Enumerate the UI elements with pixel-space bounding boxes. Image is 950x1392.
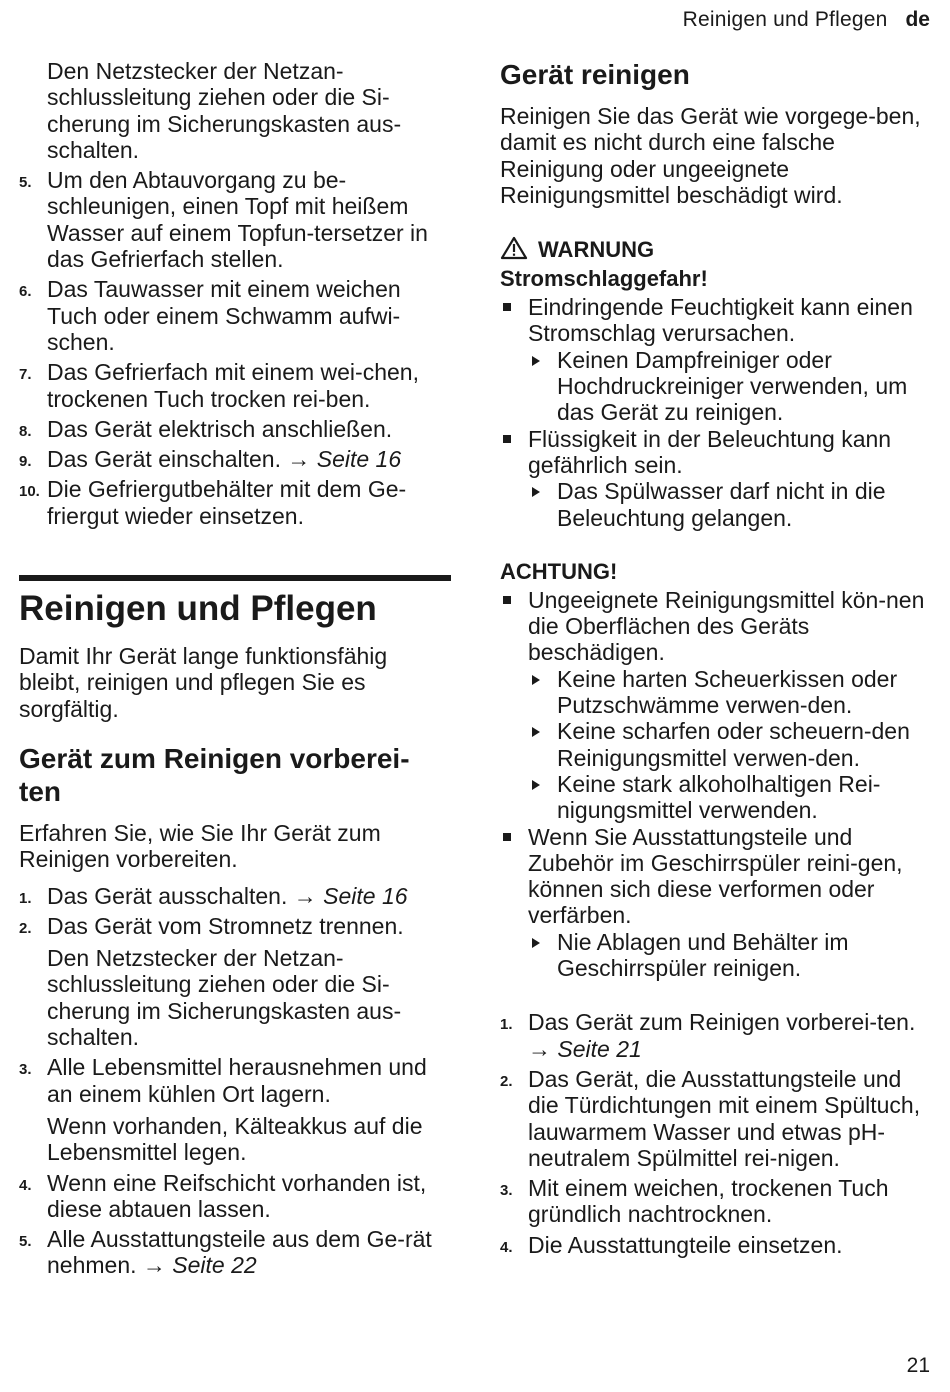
prep-step <box>19 1170 451 1223</box>
triangle-bullet-icon <box>532 675 540 685</box>
sub-heading: Gerät zum Reinigen vorberei-ten <box>19 742 410 807</box>
step-text: Das Gefrierfach mit einem wei-chen, trockenen Tuch trocken rei-ben. <box>47 359 419 412</box>
square-bullet-icon <box>503 435 511 443</box>
prep-step <box>19 883 451 909</box>
running-header <box>683 8 930 32</box>
prep-step-note: Den Netzstecker der Netzan-schlussleitung ziehen oder die Si-cherung im Sicherungskasten aus-schalten. <box>47 945 402 1051</box>
cleaning-heading: Gerät reinigen <box>500 59 690 90</box>
defrost-step <box>19 446 451 472</box>
step-number: 4. <box>500 1238 513 1256</box>
step-number: 2. <box>19 919 32 937</box>
sub-bullet-text: Keinen Dampfreiniger oder Hochdruckreiniger verwenden, um das Gerät zu reinigen. <box>557 346 908 426</box>
bullet-text: Ungeeignete Reinigungsmittel kön-nen die Oberflächen des Geräts beschädigen. <box>528 586 925 666</box>
caution-bullet <box>500 824 930 929</box>
page-ref-arrow: → <box>293 882 317 909</box>
sub-bullet-text: Das Spülwasser darf nicht in die Beleuchtung gelangen. <box>557 478 886 531</box>
header-section-title: Reinigen und Pflegen <box>682 8 888 31</box>
step-number: 1. <box>19 889 32 907</box>
defrost-step <box>19 476 451 529</box>
step-number: 3. <box>19 1061 32 1079</box>
cleaning-step <box>500 1009 930 1062</box>
triangle-bullet-icon <box>532 356 540 366</box>
step-text: Das Gerät ausschalten. <box>47 882 288 909</box>
page-reference-link[interactable]: Seite 16 <box>323 882 408 909</box>
warning-triangle-icon <box>500 236 528 266</box>
warning-label <box>500 236 930 266</box>
page-number: 21 <box>906 1354 930 1377</box>
step-number: 7. <box>19 366 32 384</box>
step-number: 3. <box>500 1182 513 1200</box>
step-number: 2. <box>500 1072 513 1090</box>
warning-sub-bullet <box>500 478 930 531</box>
step-text: Alle Lebensmittel herausnehmen und an einem kühlen Ort lagern. <box>47 1054 427 1107</box>
warning-bullet <box>500 294 930 347</box>
step-text: Das Gerät, die Ausstattungsteile und die Türdichtungen mit einem Spültuch, lauwarmem Wasser und etwas pH-neutralem Spülmittel rei-nigen. <box>528 1065 921 1171</box>
step-number: 5. <box>19 174 32 192</box>
cleaning-intro: Reinigen Sie das Gerät wie vorgege-ben, damit es nicht durch eine falsche Reinigung oder ungeeignete Reinigungsmittel beschädigt wird. <box>500 103 921 208</box>
step-text: Das Gerät elektrisch anschließen. <box>47 415 393 442</box>
page-reference-link[interactable]: Seite 22 <box>172 1252 257 1279</box>
sub-intro: Erfahren Sie, wie Sie Ihr Gerät zum Reinigen vorbereiten. <box>19 819 381 873</box>
step-text: Das Gerät einschalten. <box>47 446 281 473</box>
left-column <box>19 58 451 1283</box>
page-reference-link[interactable]: Seite 21 <box>557 1035 642 1062</box>
caution-bullet <box>500 587 930 666</box>
step-number: 10. <box>19 483 40 501</box>
warning-bullet <box>500 426 930 479</box>
step-text: Das Gerät vom Stromnetz trennen. <box>47 912 404 939</box>
step-text: Wenn eine Reifschicht vorhanden ist, diese abtauen lassen. <box>47 1169 427 1222</box>
step-text: Alle Ausstattungsteile aus dem Ge-rät nehmen. <box>47 1226 432 1279</box>
page-ref-arrow: → <box>287 446 311 473</box>
step-number: 9. <box>19 453 32 471</box>
caution-sub-bullet <box>500 666 930 719</box>
step-text: Um den Abtauvorgang zu be-schleunigen, einen Topf mit heißem Wasser auf einem Topfun-tersetzer in das Gefrierfach stellen. <box>47 167 428 273</box>
defrost-step <box>19 359 451 412</box>
cleaning-step <box>500 1066 930 1171</box>
step-4-continuation: Den Netzstecker der Netzan-schlussleitung ziehen oder die Si-cherung im Sicherungskasten aus-schalten. <box>47 58 402 163</box>
step-number: 6. <box>19 283 32 301</box>
main-heading: Reinigen und Pflegen <box>19 589 377 629</box>
page-reference-link[interactable]: Seite 16 <box>316 446 402 473</box>
step-number: 1. <box>500 1016 513 1034</box>
prep-step <box>19 1226 451 1279</box>
page-ref-arrow: → <box>528 1035 551 1062</box>
sub-bullet-text: Nie Ablagen und Behälter im Geschirrspüler reinigen. <box>557 928 849 982</box>
cleaning-step <box>500 1232 930 1258</box>
step-number: 4. <box>19 1176 32 1194</box>
section-divider <box>19 575 451 581</box>
main-intro: Damit Ihr Gerät lange funktionsfähig bleibt, reinigen und pflegen Sie es sorgfältig. <box>19 643 388 722</box>
caution-sub-bullet <box>500 718 930 771</box>
page-ref-arrow: → <box>142 1252 166 1279</box>
triangle-bullet-icon <box>532 938 540 948</box>
step-text: Die Ausstattungteile einsetzen. <box>528 1231 843 1258</box>
warning-title: Stromschlaggefahr! <box>500 266 708 292</box>
caution-sub-bullet <box>500 771 930 824</box>
sub-bullet-text: Keine harten Scheuerkissen oder Putzschwämme verwen-den. <box>557 665 898 719</box>
caution-label: ACHTUNG! <box>500 558 618 584</box>
caution-sub-bullet <box>500 929 930 982</box>
step-text: Mit einem weichen, trockenen Tuch gründlich nachtrocknen. <box>528 1175 889 1228</box>
triangle-bullet-icon <box>532 487 540 497</box>
step-text: Das Tauwasser mit einem weichen Tuch oder einem Schwamm aufwi-schen. <box>47 276 401 355</box>
square-bullet-icon <box>503 596 511 604</box>
step-text: Das Gerät zum Reinigen vorberei-ten. <box>528 1009 916 1036</box>
step-number: 5. <box>19 1233 32 1251</box>
warning-label-text: WARNUNG <box>538 237 655 263</box>
warning-sub-bullet <box>500 347 930 426</box>
prep-step-note: Wenn vorhanden, Kälteakkus auf die Lebensmittel legen. <box>47 1112 423 1166</box>
sub-bullet-text: Keine stark alkoholhaltigen Rei-nigungsmittel verwenden. <box>557 770 881 824</box>
prep-step <box>19 913 451 939</box>
bullet-text: Flüssigkeit in der Beleuchtung kann gefährlich sein. <box>528 425 892 478</box>
bullet-text: Eindringende Feuchtigkeit kann einen Stromschlag verursachen. <box>528 294 913 347</box>
bullet-text: Wenn Sie Ausstattungsteile und Zubehör im Geschirrspüler reini-gen, können sich diese verformen oder verfärben. <box>528 823 903 929</box>
defrost-step <box>19 416 451 442</box>
defrost-step <box>19 276 451 355</box>
square-bullet-icon <box>503 833 511 841</box>
header-language-code: de <box>905 8 930 31</box>
right-column <box>500 58 930 1262</box>
triangle-bullet-icon <box>532 727 540 737</box>
cleaning-step <box>500 1175 930 1228</box>
step-text: Die Gefriergutbehälter mit dem Ge-friergut wieder einsetzen. <box>47 476 407 529</box>
step-number: 8. <box>19 422 32 440</box>
square-bullet-icon <box>503 303 511 311</box>
defrost-step <box>19 167 451 272</box>
prep-step <box>19 1054 451 1107</box>
triangle-bullet-icon <box>532 780 540 790</box>
sub-bullet-text: Keine scharfen oder scheuern-den Reinigungsmittel verwen-den. <box>557 718 910 771</box>
